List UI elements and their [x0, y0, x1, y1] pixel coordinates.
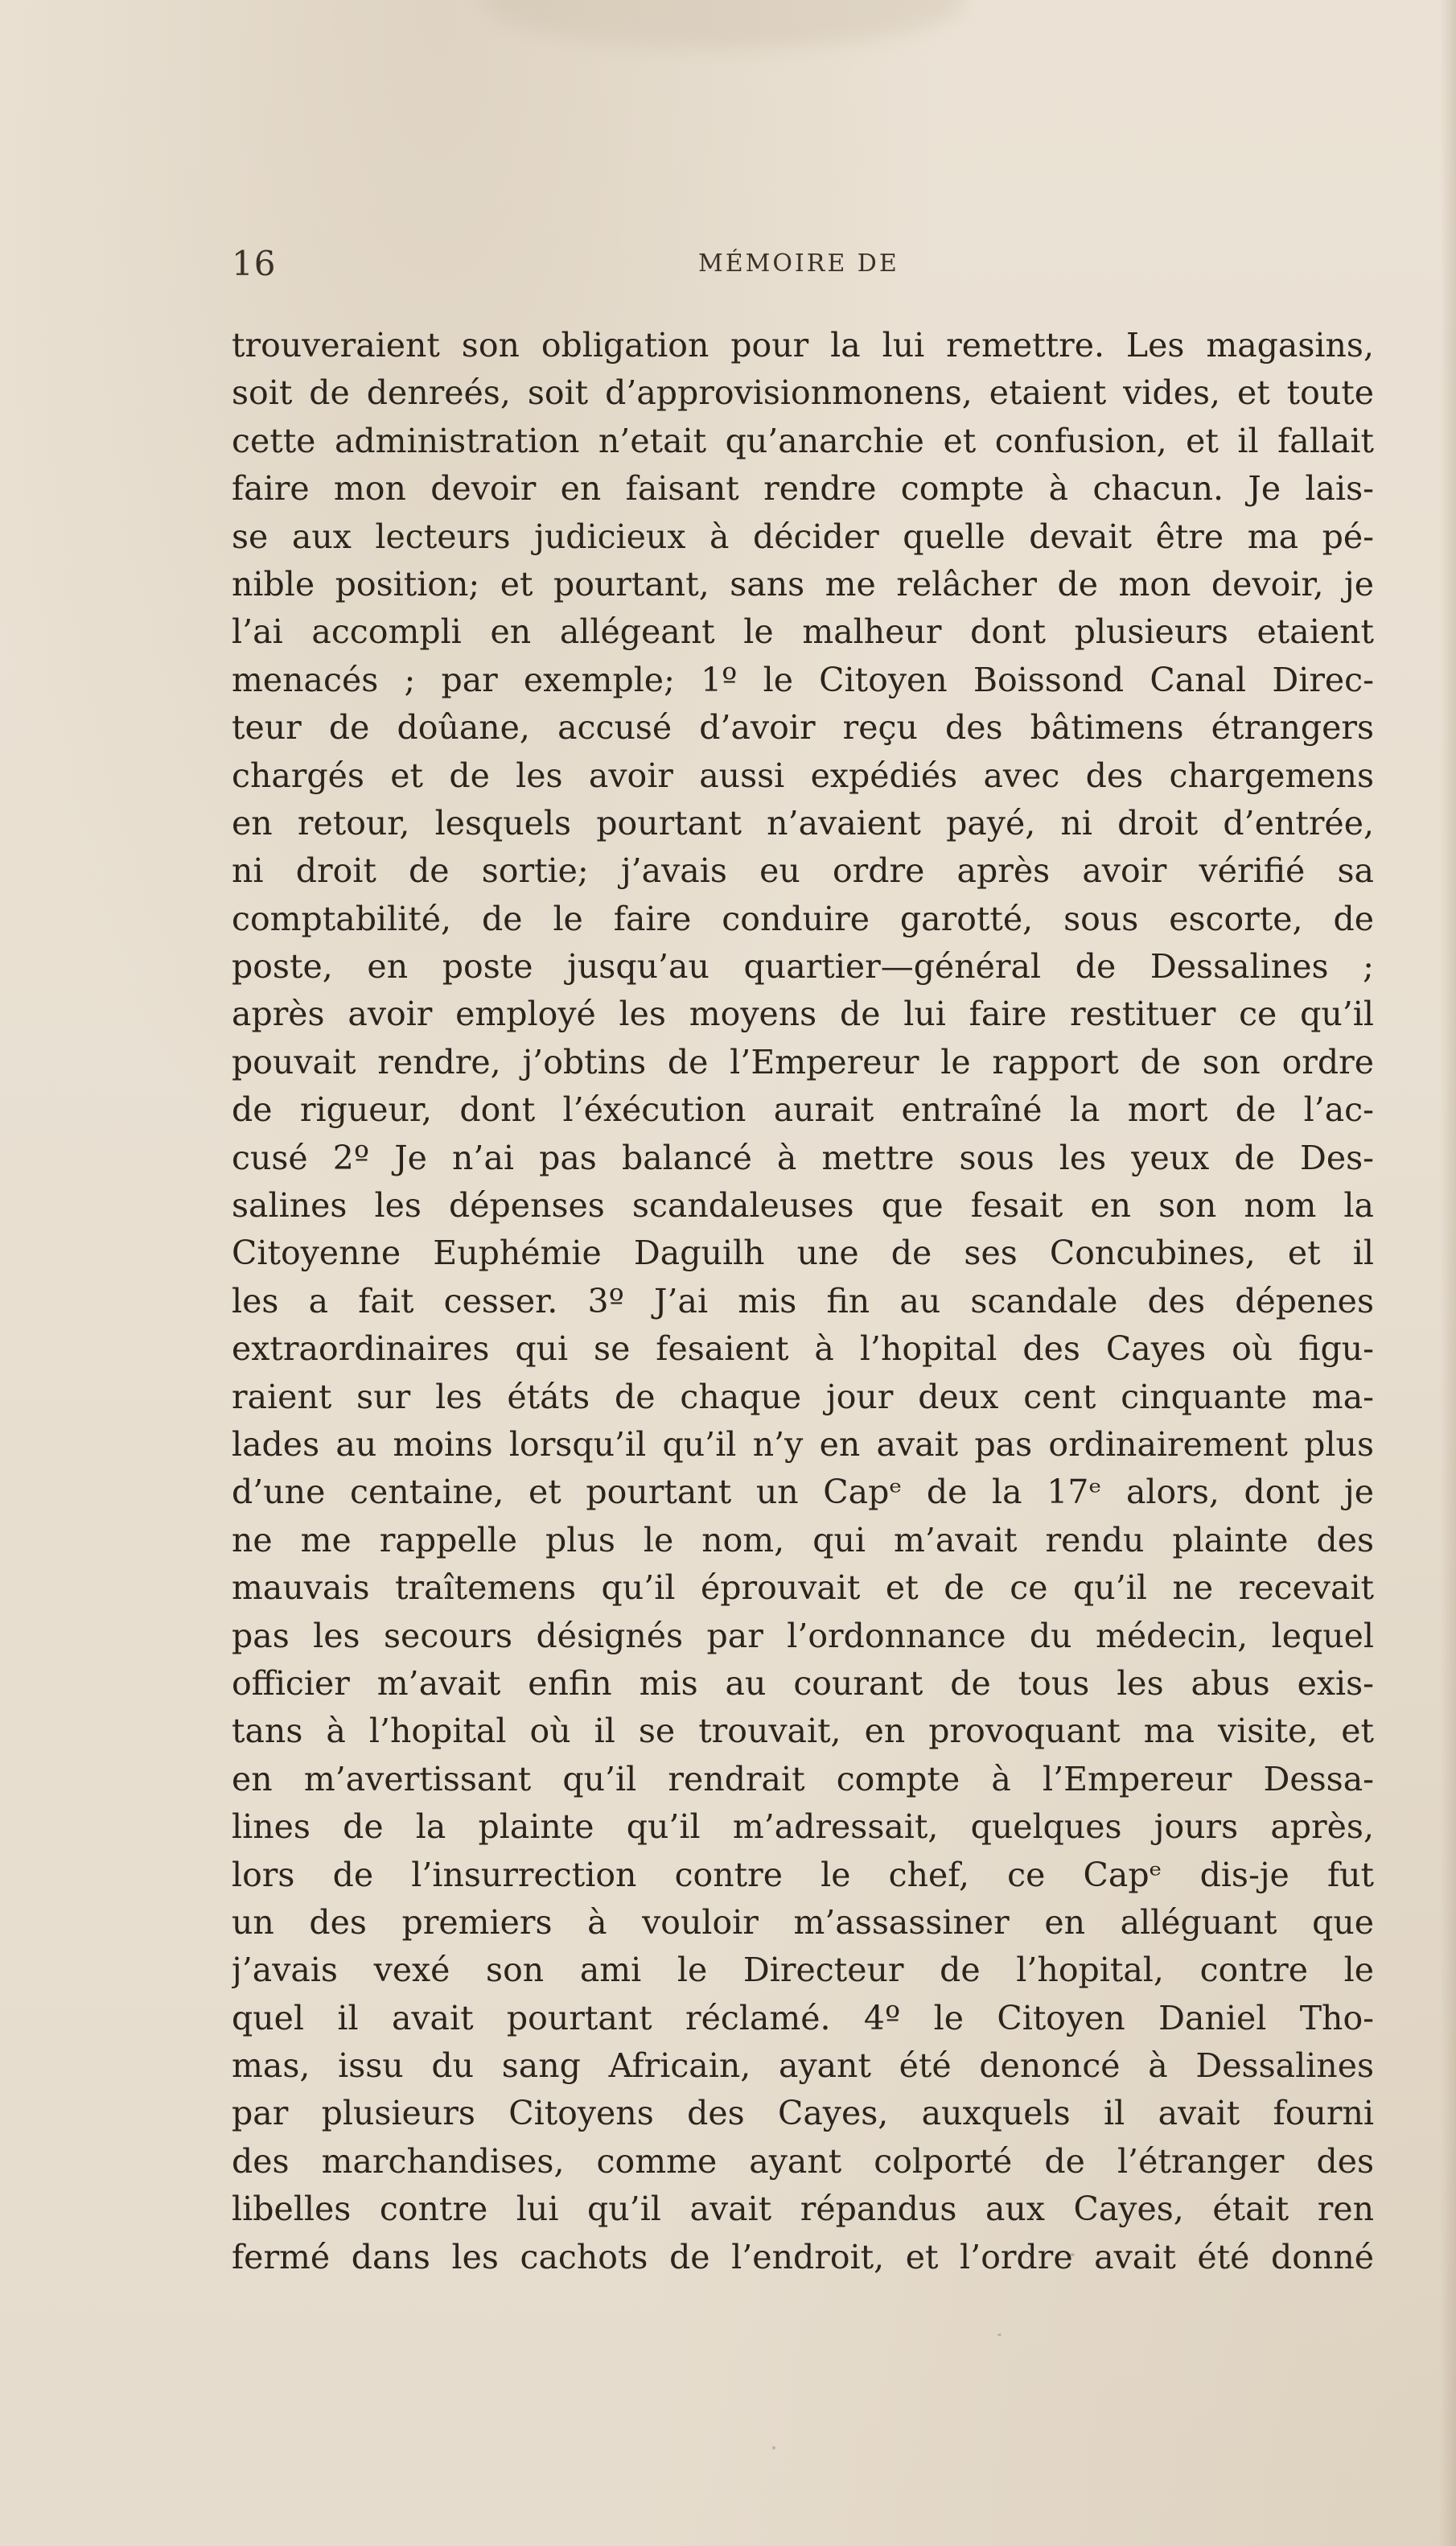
text-line: après avoir employé les moyens de lui faire restituer ce qu’il — [232, 995, 1374, 1034]
text-line: menacés ; par exemple; 1º le Citoyen Boissond Canal Direc- — [232, 660, 1374, 699]
text-line: poste, en poste jusqu’au quartier—général de Dessalines ; — [232, 947, 1374, 987]
text-line: ni droit de sortie; j’avais eu ordre après avoir vérifié sa — [232, 851, 1374, 891]
paper-speck — [1070, 2253, 1075, 2256]
paper-speck — [772, 2446, 775, 2449]
text-line: lades au moins lorsqu’il qu’il n’y en avait pas ordinairement plus — [232, 1424, 1374, 1464]
text-line: cette administration n’etait qu’anarchie et confusion, et il fallait — [232, 421, 1374, 460]
text-line: mas, issu du sang Africain, ayant été denoncé à Dessalines — [232, 2046, 1374, 2086]
text-line: soit de denreés, soit d’approvisionmonens, etaient vides, et toute — [232, 373, 1374, 413]
text-line: nible position; et pourtant, sans me relâcher de mon devoir, je — [232, 564, 1374, 604]
text-line: les a fait cesser. 3º J’ai mis fin au scandale des dépenes — [232, 1281, 1374, 1320]
text-line: de rigueur, dont l’éxécution aurait entraîné la mort de l’ac- — [232, 1090, 1374, 1130]
text-line: tans à l’hopital où il se trouvait, en provoquant ma visite, et — [232, 1712, 1374, 1751]
text-line: pas les secours désignés par l’ordonnance du médecin, lequel — [232, 1616, 1374, 1655]
text-line: faire mon devoir en faisant rendre compte à chacun. Je lais- — [232, 469, 1374, 509]
text-line: lors de l’insurrection contre le chef, ce Capᵉ dis-je fut — [232, 1855, 1374, 1894]
text-line: comptabilité, de le faire conduire garotté, sous escorte, de — [232, 899, 1374, 938]
text-line: l’ai accompli en allégeant le malheur dont plusieurs etaient — [232, 612, 1374, 652]
text-line: teur de doûane, accusé d’avoir reçu des bâtimens étrangers — [232, 708, 1374, 748]
text-line: par plusieurs Citoyens des Cayes, auxquels il avait fourni — [232, 2094, 1374, 2133]
text-line: ne me rappelle plus le nom, qui m’avait rendu plainte des — [232, 1520, 1374, 1559]
text-line: chargés et de les avoir aussi expédiés avec des chargemens — [232, 756, 1374, 795]
running-title: MÉMOIRE DE — [698, 249, 899, 278]
text-line: fermé dans les cachots de l’endroit, et l’ordre avait été donné — [232, 2237, 1374, 2276]
paper-speck — [997, 2334, 1002, 2336]
text-line: pouvait rendre, j’obtins de l’Empereur le rapport de son ordre — [232, 1042, 1374, 1081]
page-number: 16 — [232, 244, 277, 283]
body-text — [232, 322, 1374, 2281]
page-edge-shadow — [1440, 0, 1456, 2546]
text-line: cusé 2º Je n’ai pas balancé à mettre sous les yeux de Des- — [232, 1138, 1374, 1177]
text-line: libelles contre lui qu’il avait répandus aux Cayes, était ren — [232, 2190, 1374, 2229]
text-line: en retour, lesquels pourtant n’avaient payé, ni droit d’entrée, — [232, 803, 1374, 842]
text-line: mauvais traîtemens qu’il éprouvait et de ce qu’il ne recevait — [232, 1568, 1374, 1608]
paper-stain — [483, 0, 965, 48]
text-line: extraordinaires qui se fesaient à l’hopital des Cayes où figu- — [232, 1329, 1374, 1369]
text-line: quel il avait pourtant réclamé. 4º le Citoyen Daniel Tho- — [232, 1998, 1374, 2037]
text-line: se aux lecteurs judicieux à décider quelle devait être ma pé- — [232, 517, 1374, 556]
text-line: des marchandises, comme ayant colporté de l’étranger des — [232, 2141, 1374, 2181]
text-line: lines de la plainte qu’il m’adressait, quelques jours après, — [232, 1807, 1374, 1847]
text-line: d’une centaine, et pourtant un Capᵉ de la 17ᵉ alors, dont je — [232, 1473, 1374, 1512]
running-head — [232, 243, 1374, 285]
text-line: salines les dépenses scandaleuses que fesait en son nom la — [232, 1186, 1374, 1226]
text-line: trouveraient son obligation pour la lui remettre. Les magasins, — [232, 326, 1374, 365]
text-line: un des premiers à vouloir m’assassiner en alléguant que — [232, 1902, 1374, 1942]
text-line: Citoyenne Euphémie Daguilh une de ses Concubines, et il — [232, 1234, 1374, 1273]
text-line: en m’avertissant qu’il rendrait compte à l’Empereur Dessa- — [232, 1759, 1374, 1798]
text-line: raient sur les étáts de chaque jour deux cent cinquante ma- — [232, 1377, 1374, 1416]
text-line: j’avais vexé son ami le Directeur de l’hopital, contre le — [232, 1951, 1374, 1990]
text-line: officier m’avait enfin mis au courant de tous les abus exis- — [232, 1663, 1374, 1703]
